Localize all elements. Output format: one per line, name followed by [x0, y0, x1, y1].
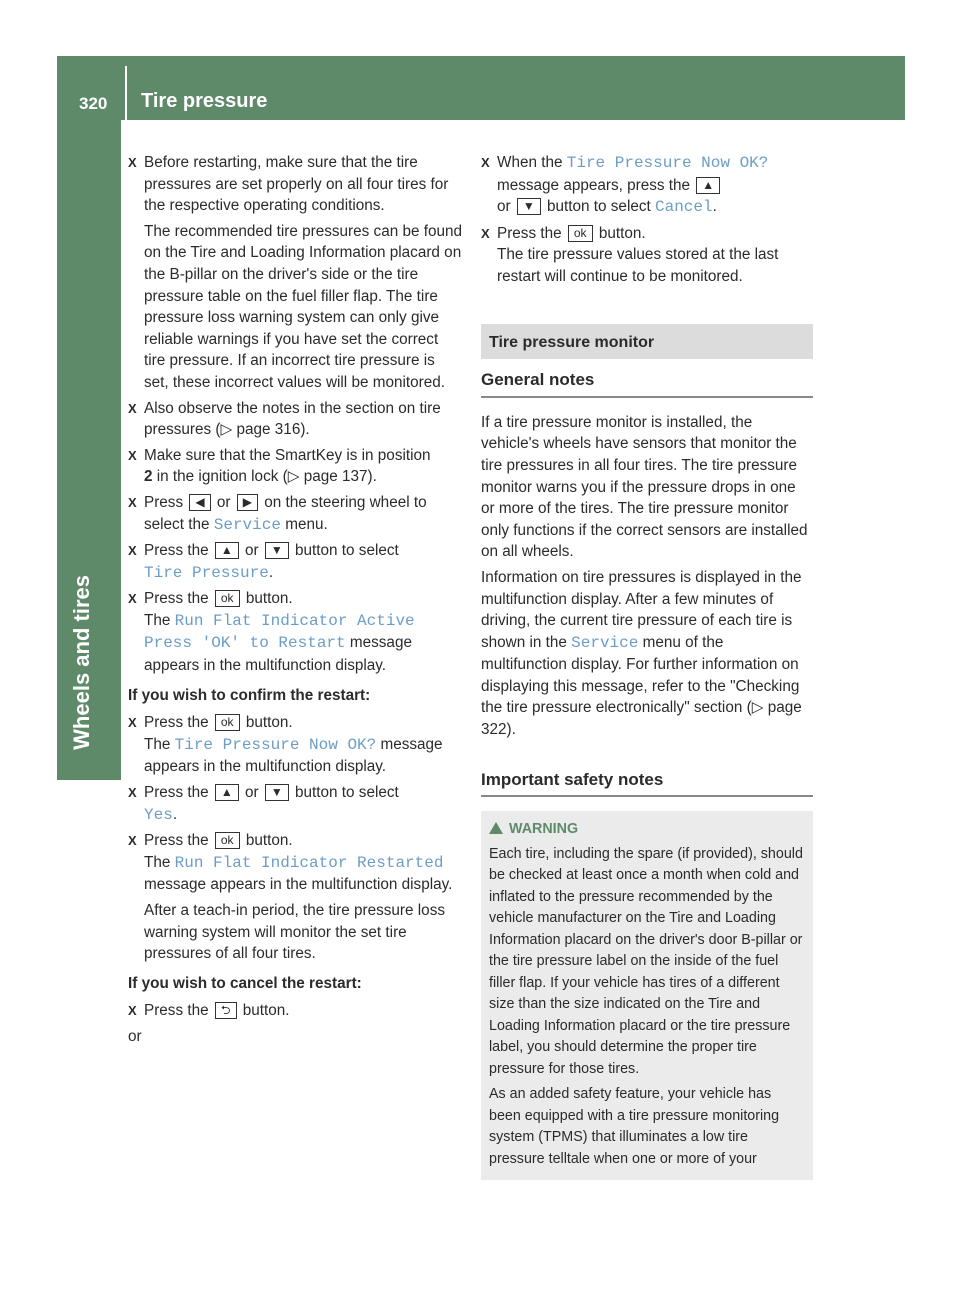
- up-key-icon: ▲: [215, 542, 239, 559]
- step-observe-notes: X Also observe the notes in the section on tire pressures (▷ page 316).: [128, 398, 463, 441]
- left-column: [128, 152, 463, 1048]
- step-note: After a teach-in period, the tire pressure loss warning system will monitor the set tire pressures of all four tires.: [144, 902, 445, 963]
- warning-paragraph: As an added safety feature, your vehicle has been equipped with a tire pressure monitoring system (TPMS) that illuminates a low tire pressure telltale when one or more of your: [489, 1086, 780, 1167]
- step-press-ok: X Press the ok button. The Run Flat Indicator Active Press 'OK' to Restart message appears in the multifunction display.: [128, 588, 463, 676]
- chapter-sidebar: [57, 120, 121, 780]
- ok-key-icon: ok: [215, 590, 240, 607]
- down-key-icon: ▼: [265, 784, 289, 801]
- down-key-icon: ▼: [265, 542, 289, 559]
- display-text: Service: [213, 515, 281, 534]
- confirm-heading: If you wish to confirm the restart:: [128, 686, 371, 704]
- step-press-back: X Press the ⮌ button.: [128, 1000, 463, 1022]
- right-column: [481, 152, 813, 1180]
- step-note: The recommended tire pressures can be found on the Tire and Loading Information placard on the B-pillar on the driver's side or the tire pressure table on the fuel filler flap. The tire pressure loss warning system can only give reliable warnings if you have set the correct tire pressure. If an incorrect tire pressure is set, these incorrect values will be monitored.: [144, 222, 463, 391]
- step-check-pressures: X Before restarting, make sure that the tire pressures are set properly on all four tires for the respective operating conditions.: [128, 152, 463, 217]
- warning-title: WARNING: [489, 819, 805, 841]
- warning-triangle-icon: [489, 822, 503, 834]
- display-text: Tire Pressure Now OK?: [566, 154, 769, 172]
- sidebar-label: Wheels and tires: [69, 575, 94, 750]
- up-key-icon: ▲: [696, 177, 720, 194]
- step-cancel: X When the Tire Pressure Now OK? message appears, press the ▲ or ▼ button to select Cancel.: [481, 152, 813, 219]
- section-title: Tire pressure monitor: [481, 324, 813, 360]
- paragraph: Information on tire pressures is displayed in the multifunction display. After a few minutes of driving, the current tire pressure of each tire is shown in the Service menu of the multifunction display. For further information on displaying this message, refer to the "Checking the tire pressure electronically" section (▷ page 322).: [481, 568, 802, 739]
- display-text: Run Flat Indicator Restarted: [174, 853, 444, 872]
- ignition-position: 2: [144, 468, 153, 486]
- subsection-general-notes: General notes: [481, 359, 813, 398]
- display-text: Service: [571, 633, 639, 652]
- step-confirm-ok: X Press the ok button. The Tire Pressure Now OK? message appears in the multifunction display.: [128, 712, 463, 778]
- left-arrow-key-icon: ◀: [189, 494, 210, 511]
- step-select-tire-pressure: X Press the ▲ or ▼ button to select Tire Pressure.: [128, 540, 463, 584]
- display-text: Cancel: [655, 198, 713, 217]
- warning-box: [481, 811, 813, 1180]
- step-restart-confirmed: X Press the ok button. The Run Flat Indicator Restarted message appears in the multifunction display.: [128, 830, 463, 896]
- display-text: Run Flat Indicator Active Press 'OK' to Restart: [144, 611, 415, 653]
- chapter-title: Tire pressure: [141, 90, 268, 112]
- display-text: Yes: [144, 805, 173, 824]
- or-text: or: [128, 1027, 142, 1045]
- page-number: 320: [79, 94, 108, 113]
- up-key-icon: ▲: [215, 784, 239, 801]
- step-select-yes: X Press the ▲ or ▼ button to select Yes.: [128, 782, 463, 826]
- page-header: [57, 56, 905, 120]
- display-text: Tire Pressure: [144, 563, 269, 582]
- ok-key-icon: ok: [215, 714, 240, 731]
- ok-key-icon: ok: [568, 225, 593, 242]
- header-divider: [125, 66, 127, 120]
- ok-key-icon: ok: [215, 832, 240, 849]
- right-arrow-key-icon: ▶: [237, 494, 258, 511]
- step-select-service: X Press ◀ or ▶ on the steering wheel to select the Service menu.: [128, 492, 463, 536]
- step-cancel-ok: X Press the ok button. The tire pressure values stored at the last restart will continue to be monitored.: [481, 223, 813, 288]
- down-key-icon: ▼: [517, 198, 541, 215]
- paragraph: If a tire pressure monitor is installed, the vehicle's wheels have sensors that monitor the tire pressures in all four tires. The tire pressure monitor warns you if the pressure drops in one or more of the tires. The tire pressure monitor only functions if the correct sensors are installed on all wheels.: [481, 413, 808, 561]
- subsection-safety-notes: Important safety notes: [481, 759, 813, 798]
- display-text: Tire Pressure Now OK?: [174, 735, 377, 754]
- step-smartkey: X Make sure that the SmartKey is in position 2 in the ignition lock (▷ page 137).: [128, 445, 463, 488]
- back-key-icon: ⮌: [215, 1002, 237, 1019]
- cancel-heading: If you wish to cancel the restart:: [128, 974, 362, 992]
- warning-paragraph: Each tire, including the spare (if provided), should be checked at least once a month when cold and inflated to the pressure recommended by the vehicle manufacturer on the Tire and Loading Information placard on the driver's door B-pillar or the tire pressure label on the inside of the fuel filler flap. If your vehicle has tires of a different size than the size indicated on the Tire and Loading Information placard or the tire pressure label, you should determine the proper tire pressure for those tires.: [489, 845, 803, 1077]
